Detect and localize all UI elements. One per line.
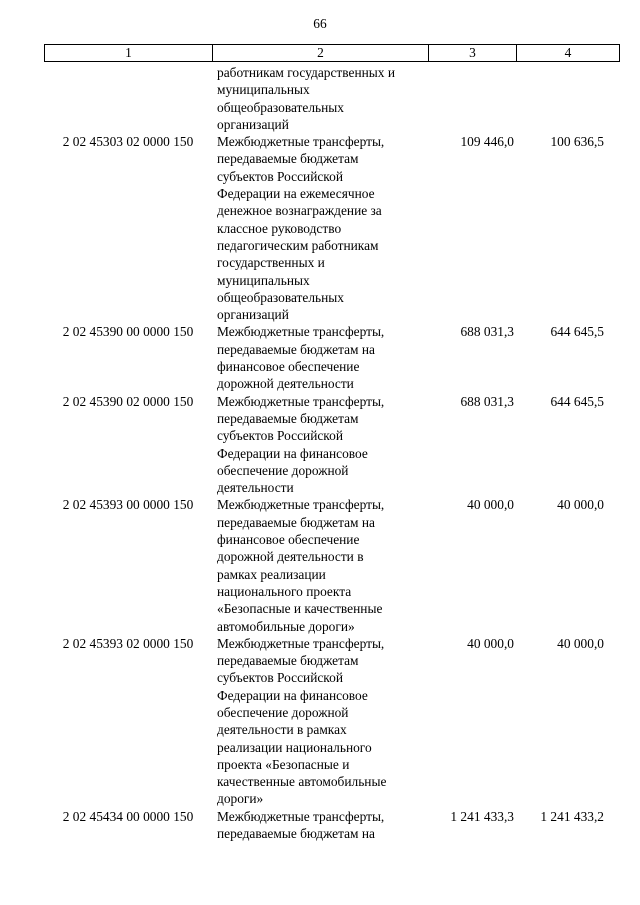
description-line: Федерации на финансовое bbox=[217, 687, 368, 703]
row-code: 2 02 45393 02 0000 150 bbox=[62, 635, 194, 651]
header-col-2: 2 bbox=[213, 45, 429, 61]
description-line: автомобильные дороги» bbox=[217, 618, 355, 634]
description-line: субъектов Российской bbox=[217, 168, 343, 184]
description-line: Межбюджетные трансферты, bbox=[217, 635, 385, 651]
row-description bbox=[212, 635, 428, 808]
row-description bbox=[212, 64, 428, 133]
table-row bbox=[44, 635, 620, 808]
description-line: качественные автомобильные bbox=[217, 774, 387, 790]
table-row bbox=[44, 808, 620, 843]
description-line: деятельности в рамках bbox=[217, 722, 347, 738]
description-line: дорожной деятельности в bbox=[217, 549, 364, 565]
page-number: 66 bbox=[313, 16, 327, 31]
description-line: передаваемые бюджетам bbox=[217, 151, 359, 167]
description-line: Межбюджетные трансферты, bbox=[217, 497, 385, 513]
row-code: 2 02 45434 00 0000 150 bbox=[62, 808, 194, 824]
row-value-col3: 688 031,3 bbox=[460, 393, 514, 409]
row-value-col3: 688 031,3 bbox=[460, 324, 514, 340]
row-value-col4: 1 241 433,2 bbox=[540, 808, 604, 824]
description-line: передаваемые бюджетам bbox=[217, 653, 359, 669]
description-line: реализации национального bbox=[217, 739, 372, 755]
row-value-col4: 40 000,0 bbox=[557, 497, 604, 513]
row-description bbox=[212, 808, 428, 843]
description-line: финансовое обеспечение bbox=[217, 532, 360, 548]
description-line: дорожной деятельности bbox=[217, 376, 354, 392]
description-line: работникам государственных и bbox=[217, 65, 396, 80]
description-line: передаваемые бюджетам bbox=[217, 410, 359, 426]
table-row-continuation bbox=[44, 64, 620, 133]
description-line: национального проекта bbox=[217, 583, 352, 599]
row-value-col3 bbox=[428, 64, 516, 133]
row-value-col3: 40 000,0 bbox=[467, 635, 514, 651]
row-value-col4 bbox=[516, 64, 618, 133]
table-row bbox=[44, 133, 620, 323]
row-description bbox=[212, 133, 428, 323]
description-line: муниципальных bbox=[217, 272, 310, 288]
description-line: общеобразовательных bbox=[217, 289, 345, 305]
row-value-col3: 109 446,0 bbox=[460, 134, 514, 150]
description-line: проекта «Безопасные и bbox=[217, 756, 350, 772]
header-col-3: 3 bbox=[429, 45, 517, 61]
row-code: 2 02 45390 00 0000 150 bbox=[62, 324, 194, 340]
description-line: дороги» bbox=[217, 791, 264, 807]
row-code: 2 02 45303 02 0000 150 bbox=[62, 134, 194, 150]
description-line: передаваемые бюджетам на bbox=[217, 514, 375, 530]
description-line: деятельности bbox=[217, 480, 294, 496]
header-col-4: 4 bbox=[564, 45, 572, 60]
description-line: Федерации на ежемесячное bbox=[217, 186, 375, 202]
row-value-col3: 1 241 433,3 bbox=[450, 808, 514, 824]
description-line: передаваемые бюджетам на bbox=[217, 826, 375, 842]
description-line: государственных и bbox=[217, 255, 325, 271]
description-line: «Безопасные и качественные bbox=[217, 601, 383, 617]
row-code: 2 02 45393 00 0000 150 bbox=[62, 497, 194, 513]
row-value-col3: 40 000,0 bbox=[467, 497, 514, 513]
table-row bbox=[44, 496, 620, 634]
description-line: Межбюджетные трансферты, bbox=[217, 134, 385, 150]
description-line: педагогическим работникам bbox=[217, 237, 379, 253]
description-line: муниципальных bbox=[217, 82, 310, 98]
description-line: организаций bbox=[217, 307, 289, 323]
description-line: Федерации на финансовое bbox=[217, 445, 368, 461]
table-header bbox=[44, 44, 620, 62]
description-line: рамках реализации bbox=[217, 566, 326, 582]
description-line: общеобразовательных bbox=[217, 99, 345, 115]
description-line: организаций bbox=[217, 116, 289, 132]
row-code: 2 02 45390 02 0000 150 bbox=[62, 393, 194, 409]
description-line: финансовое обеспечение bbox=[217, 359, 360, 375]
description-line: обеспечение дорожной bbox=[217, 704, 349, 720]
description-line: Межбюджетные трансферты, bbox=[217, 393, 385, 409]
description-line: передаваемые бюджетам на bbox=[217, 341, 375, 357]
row-value-col4: 644 645,5 bbox=[550, 324, 604, 340]
row-value-col4: 644 645,5 bbox=[550, 393, 604, 409]
row-value-col4: 40 000,0 bbox=[557, 635, 604, 651]
description-line: субъектов Российской bbox=[217, 428, 343, 444]
table-body bbox=[44, 64, 620, 842]
row-description bbox=[212, 323, 428, 392]
header-col-1: 1 bbox=[45, 45, 213, 61]
description-line: Межбюджетные трансферты, bbox=[217, 808, 385, 824]
row-description bbox=[212, 496, 428, 634]
row-code bbox=[44, 64, 212, 133]
description-line: денежное вознаграждение за bbox=[217, 203, 382, 219]
table-row bbox=[44, 393, 620, 497]
row-description bbox=[212, 393, 428, 497]
description-line: Межбюджетные трансферты, bbox=[217, 324, 385, 340]
description-line: классное руководство bbox=[217, 220, 342, 236]
description-line: обеспечение дорожной bbox=[217, 462, 349, 478]
table-row bbox=[44, 323, 620, 392]
row-value-col4: 100 636,5 bbox=[550, 134, 604, 150]
description-line: субъектов Российской bbox=[217, 670, 343, 686]
